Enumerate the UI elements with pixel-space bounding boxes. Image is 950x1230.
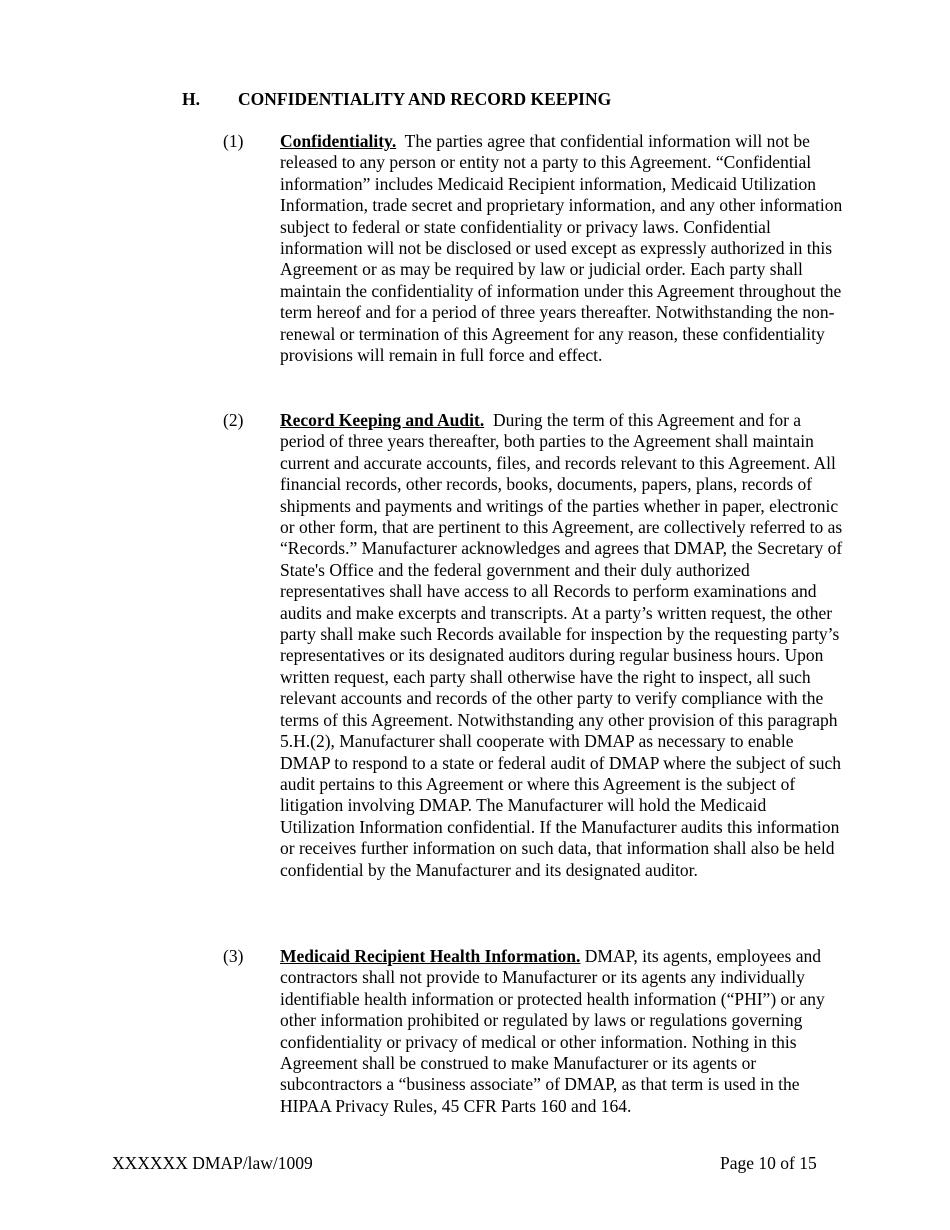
section-heading <box>182 88 611 110</box>
paragraph-title: Medicaid Recipient Health Information. <box>280 946 581 966</box>
paragraph-record-keeping <box>223 410 843 881</box>
paragraph-body <box>280 946 843 1117</box>
paragraph-confidentiality <box>223 131 843 366</box>
paragraph-title: Confidentiality. <box>280 131 397 151</box>
section-letter: H. <box>182 89 200 109</box>
paragraph-body <box>280 131 843 366</box>
paragraph-text: DMAP, its agents, employees and contractors shall not provide to Manufacturer or its agents any individually identifiable health information or protected health information (“PHI”) or any other information prohibited or regulated by laws or regulations governing confidentiality or privacy of medical or other information. Nothing in this Agreement shall be construed to make Manufacturer or its agents or subcontractors a “business associate” of DMAP, as that term is used in the HIPAA Privacy Rules, 45 CFR Parts 160 and 164. <box>280 946 825 1116</box>
paragraph-title: Record Keeping and Audit. <box>280 410 485 430</box>
paragraph-number: (2) <box>223 410 244 430</box>
paragraph-health-information <box>223 946 843 1117</box>
section-title: CONFIDENTIALITY AND RECORD KEEPING <box>238 89 612 109</box>
paragraph-text: The parties agree that confidential information will not be released to any person or entity not a party to this Agreement. “Confidential information” includes Medicaid Recipient information, Medicaid Utilization Information, trade secret and proprietary information, and any other information subject to federal or state confidentiality or privacy laws. Confidential information will not be disclosed or used except as expressly authorized in this Agreement or as may be required by law or judicial order. Each party shall maintain the confidentiality of information under this Agreement throughout the term hereof and for a period of three years thereafter. Notwithstanding the non-renewal or termination of this Agreement for any reason, these confidentiality provisions will remain in full force and effect. <box>280 131 843 366</box>
paragraph-text: During the term of this Agreement and for a period of three years thereafter, both parties to the Agreement shall maintain current and accurate accounts, files, and records relevant to this Agreement. All financial records, other records, books, documents, papers, plans, records of shipments and payments and writings of the parties whether in paper, electronic or other form, that are pertinent to this Agreement, are collectively referred to as “Records.” Manufacturer acknowledges and agrees that DMAP, the Secretary of State's Office and the federal government and their duly authorized representatives shall have access to all Records to perform examinations and audits and make excerpts and transcripts. At a party’s written request, the other party shall make such Records available for inspection by the requesting party’s representatives or its designated auditors during regular business hours. Upon written request, each party shall otherwise have the right to inspect, all such relevant accounts and records of the other party to verify compliance with the terms of this Agreement. Notwithstanding any other provision of this paragraph 5.H.(2), Manufacturer shall cooperate with DMAP as necessary to enable DMAP to respond to a state or federal audit of DMAP where the subject of such audit pertains to this Agreement or where this Agreement is the subject of litigation involving DMAP. The Manufacturer will hold the Medicaid Utilization Information confidential. If the Manufacturer audits this information or receives further information on such data, that information shall also be held confidential by the Manufacturer and its designated auditor. <box>280 410 843 880</box>
paragraph-number: (1) <box>223 131 244 151</box>
footer-doc-id: XXXXXX DMAP/law/1009 <box>112 1153 313 1173</box>
footer-page-number: Page 10 of 15 <box>720 1153 817 1173</box>
paragraph-body <box>280 410 843 881</box>
paragraph-number: (3) <box>223 946 244 966</box>
